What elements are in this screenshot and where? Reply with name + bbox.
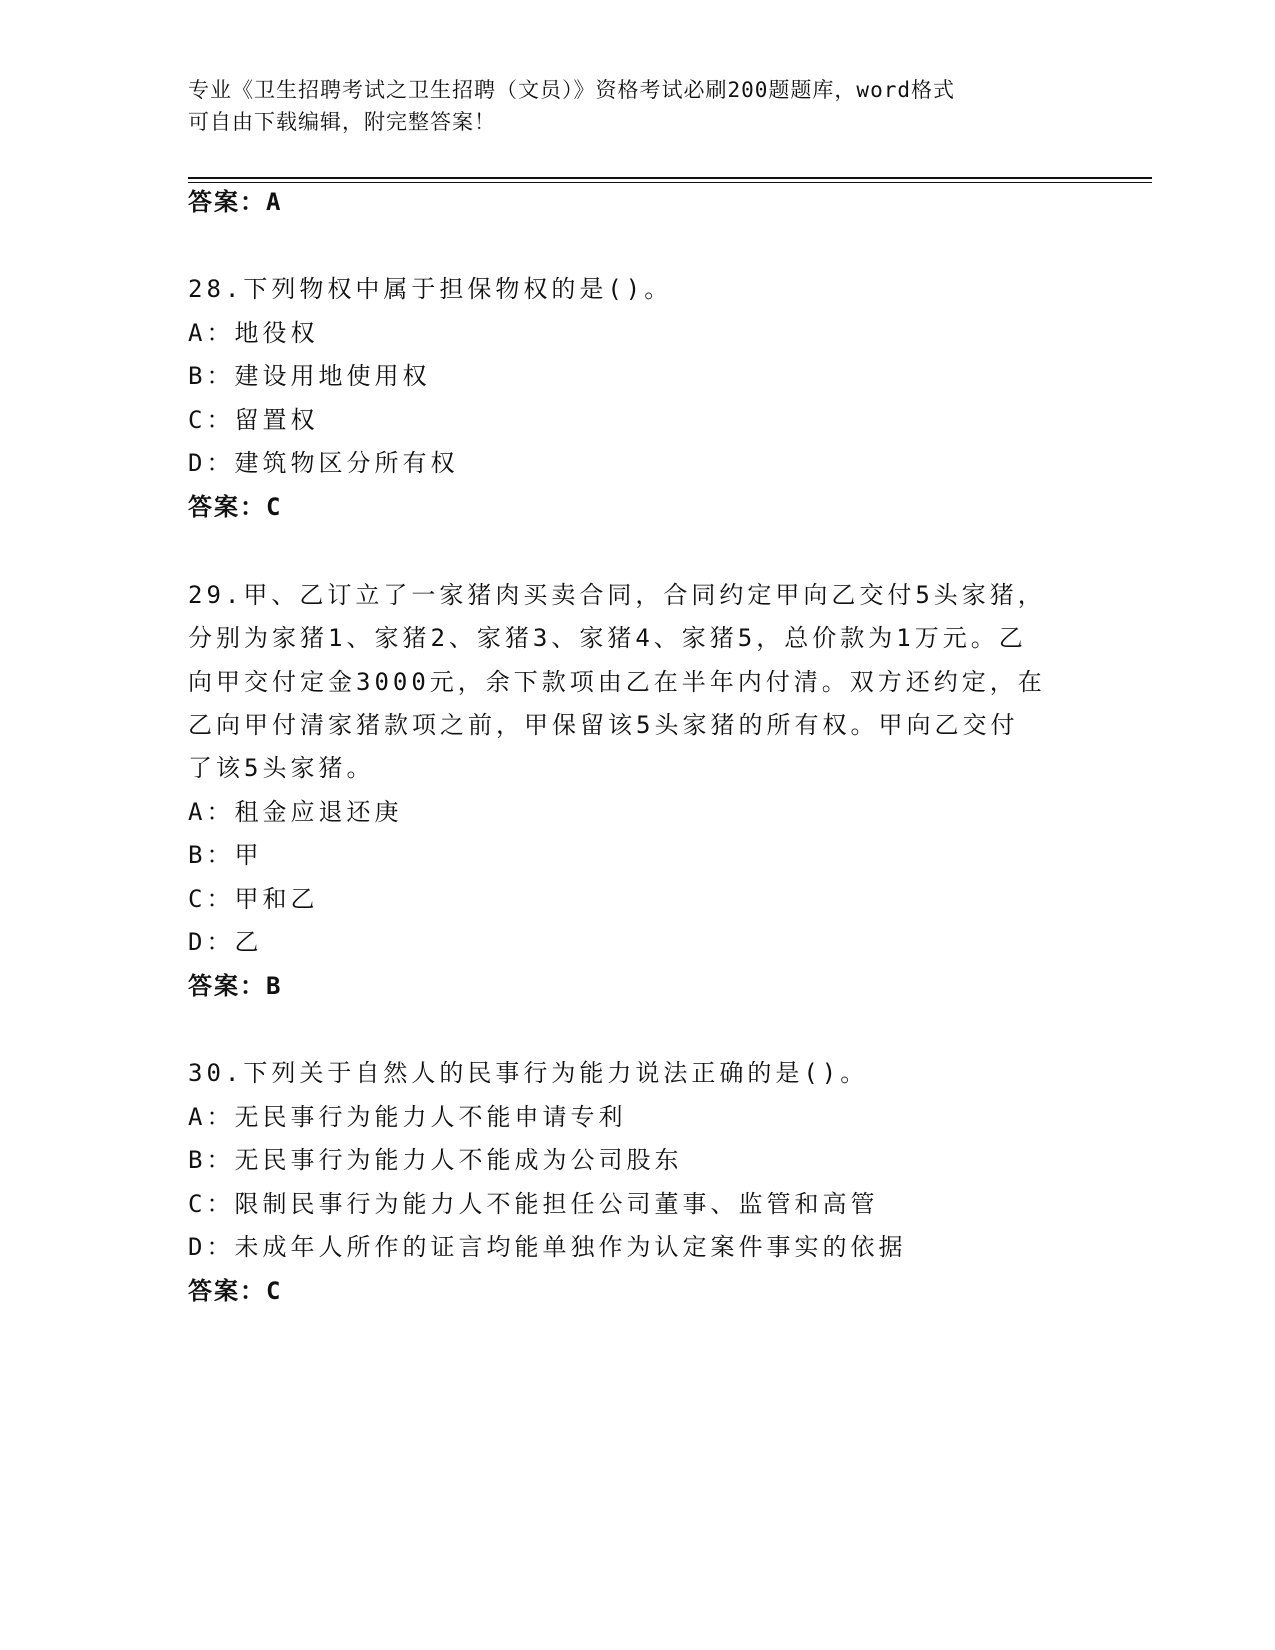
question-29-option-d: D：乙 <box>188 928 263 956</box>
page-header <box>188 74 1088 138</box>
question-28-stem: 28.下列物权中属于担保物权的是()。 <box>188 275 673 303</box>
question-28-option-c: C：留置权 <box>188 406 319 434</box>
question-30-stem: 30.下列关于自然人的民事行为能力说法正确的是()。 <box>188 1059 869 1087</box>
question-29-stem-line-5: 了该5头家猪。 <box>188 754 375 782</box>
question-30-answer: 答案：C <box>188 1277 283 1305</box>
question-29-stem-line-4: 乙向甲付清家猪款项之前，甲保留该5头家猪的所有权。甲向乙交付 <box>188 711 1019 739</box>
question-29-option-b: B：甲 <box>188 841 263 869</box>
prev-answer: 答案：A <box>188 188 283 216</box>
question-29-answer: 答案：B <box>188 972 283 1000</box>
question-30-option-d: D：未成年人所作的证言均能单独作为认定案件事实的依据 <box>188 1233 907 1261</box>
question-30-option-b: B：无民事行为能力人不能成为公司股东 <box>188 1146 683 1174</box>
question-30-option-a: A：无民事行为能力人不能申请专利 <box>188 1103 627 1131</box>
question-28-option-a: A：地役权 <box>188 319 319 347</box>
question-29-stem-line-3: 向甲交付定金3000元，余下款项由乙在半年内付清。双方还约定，在 <box>188 668 1046 696</box>
question-28-option-d: D：建筑物区分所有权 <box>188 449 459 477</box>
header-rule-thin <box>188 182 1152 183</box>
question-28-option-b: B：建设用地使用权 <box>188 362 431 390</box>
question-28-answer: 答案：C <box>188 493 283 521</box>
header-line-2: 可自由下载编辑，附完整答案！ <box>188 110 496 134</box>
header-rule-thick <box>188 177 1152 179</box>
question-29-option-c: C：甲和乙 <box>188 885 319 913</box>
header-line-1: 专业《卫生招聘考试之卫生招聘（文员）》资格考试必刷200题题库，word格式 <box>188 78 955 102</box>
question-30-option-c: C：限制民事行为能力人不能担任公司董事、监管和高管 <box>188 1190 879 1218</box>
question-29-option-a: A：租金应退还庚 <box>188 798 403 826</box>
question-29-stem-line-1: 29.甲、乙订立了一家猪肉买卖合同，合同约定甲向乙交付5头家猪， <box>188 581 1046 609</box>
question-29-stem-line-2: 分别为家猪1、家猪2、家猪3、家猪4、家猪5，总价款为1万元。乙 <box>188 624 1027 652</box>
